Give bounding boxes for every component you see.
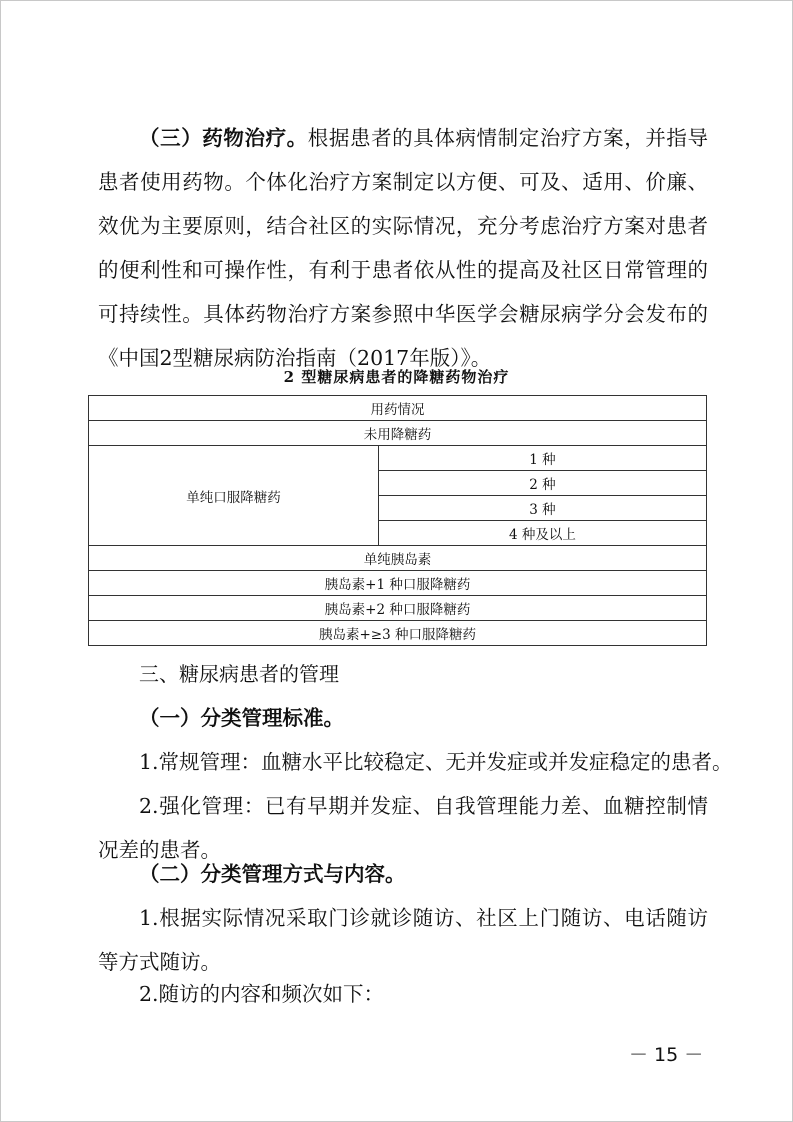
table-row: [89, 596, 707, 621]
criteria-routine: 1.常规管理：血糖水平比较稳定、无并发症或并发症稳定的患者。: [139, 750, 733, 774]
table-row: [89, 621, 707, 646]
table-title: 2 型糖尿病患者的降糖药物治疗: [283, 368, 510, 386]
intro-body: 根据患者的具体病情制定治疗方案，并指导患者使用药物。个体化治疗方案制定以方便、可及、适用、价廉、效优为主要原则，结合社区的实际情况，充分考虑治疗方案对患者的便利性和可操作性，有利于患者依从性的提高及社区日常管理的可持续性。具体药物治疗方案参照中华医学会糖尿病学分会发布的《中国2型糖尿病防治指南（2017年版）》。: [98, 126, 709, 370]
table-cell-insulin-only: 单纯胰岛素: [89, 546, 707, 571]
table-cell-insulin-plus-1: 胰岛素+1 种口服降糖药: [89, 571, 707, 596]
intro-paragraph: [98, 116, 708, 380]
table-cell-insulin-plus-2: 胰岛素+2 种口服降糖药: [89, 596, 707, 621]
table-row: [89, 571, 707, 596]
table-cell-oral-count: 2 种: [379, 471, 707, 496]
table-cell-oral-only: 单纯口服降糖药: [89, 446, 379, 546]
drug-treatment-table: [88, 395, 707, 646]
criteria-intensive: 2.强化管理：已有早期并发症、自我管理能力差、血糖控制情况差的患者。: [98, 794, 708, 862]
table-cell-oral-count: 1 种: [379, 446, 707, 471]
table-row: [89, 446, 707, 471]
page-number: － 15 －: [629, 1044, 704, 1066]
table-cell-oral-count: 4 种及以上: [379, 521, 707, 546]
methods-followup: 1.根据实际情况采取门诊就诊随访、社区上门随访、电话随访等方式随访。: [98, 906, 708, 974]
subsection-title-criteria: （一）分类管理标准。: [139, 706, 344, 730]
table-row: [89, 396, 707, 421]
table-cell-no-drug: 未用降糖药: [89, 421, 707, 446]
table-cell-oral-count: 3 种: [379, 496, 707, 521]
section-title: 三、糖尿病患者的管理: [139, 662, 339, 686]
table-row: [89, 421, 707, 446]
subsection-title-methods: （二）分类管理方式与内容。: [139, 862, 406, 886]
table-cell-insulin-plus-3: 胰岛素+≥3 种口服降糖药: [89, 621, 707, 646]
table-header-cell: 用药情况: [89, 396, 707, 421]
methods-content: 2.随访的内容和频次如下：: [139, 982, 385, 1006]
table-row: [89, 546, 707, 571]
intro-heading: （三）药物治疗。: [139, 126, 308, 150]
